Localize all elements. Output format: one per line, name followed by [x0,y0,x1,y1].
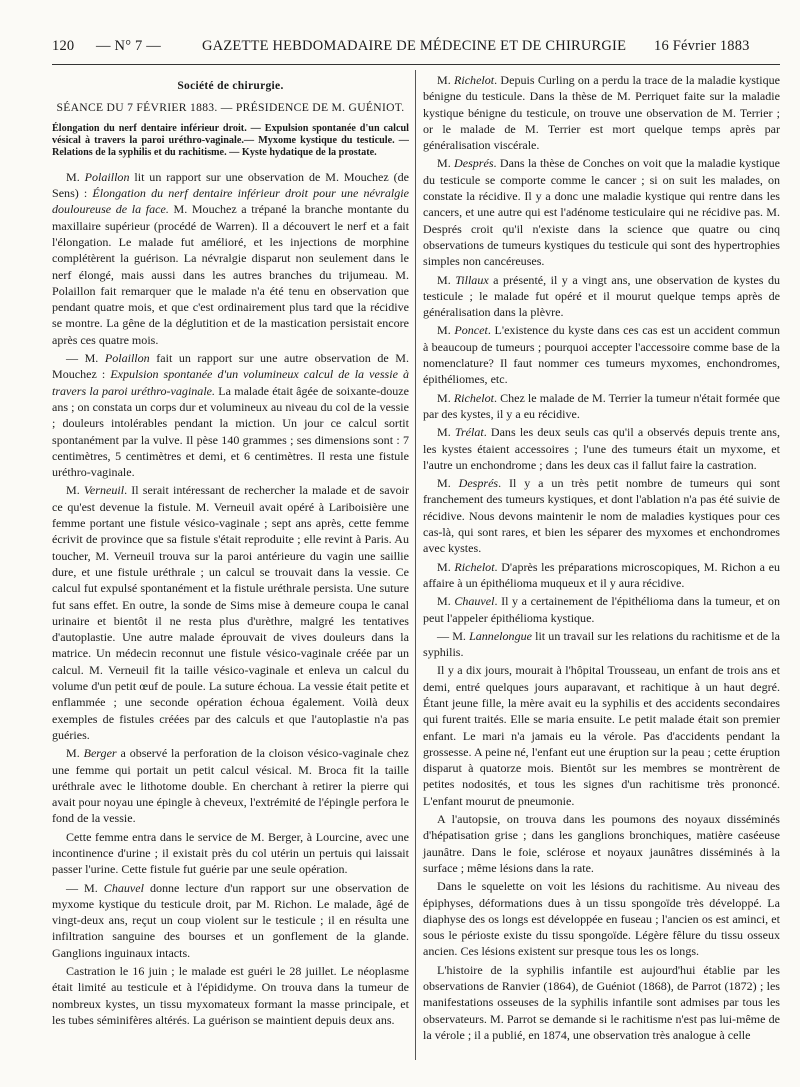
speaker-name: Tillaux [455,272,489,287]
paragraph: M. Poncet. L'existence du kyste dans ces cas est un accident commun à beaucoup de tumeurs ; pourquoi accepter l'accessoire comme base de la nomenclature? Il faut nommer ces tumeurs myxomes, enchondromes, épithéliomes, etc. [423,323,780,387]
seance-heading: SÉANCE DU 7 FÉVRIER 1883. — PRÉSIDENCE DE M. GUÉNIOT. [56,101,405,115]
paragraph: M. Polaillon lit un rapport sur une observation de M. Mouchez (de Sens) : Élongation du nerf dentaire inférieur droit pour une névralgie douloureuse de la face. M. Mouchez a trépané la branche montante du maxillaire supérieur (procédé de Warren). Il a découvert le nerf et a fait l'élongation. Le malade fut amélioré, et les injections de morphine complétèrent la guérison. La névralgie disparut non seulement dans le nerf élongé, mais aussi dans les autres branches du trijumeau. M. Polaillon fait remarquer que le malade n'a été tenu en observation que pendant quatre mois, et que c'est ordinairement plus tard que la récidive se montre. La gêne de la déglutition et de la mastication persistait encore après ces quatre mois. [52,169,409,347]
issue-date: 16 Février 1883 [654,38,750,54]
paragraph: Dans le squelette on voit les lésions du rachitisme. Au niveau des épiphyses, déformations dues à un tissu spongoïde très développé. La diaphyse des os longs est développée en fuseau ; l'ancien os est aminci, et sous le périoste existe du tissu spongoïde. Légère fêlure du tissu osseux ancien. Ces lésions existent sur presque tous les os longs. [423,879,780,959]
speaker-name: Poncet [454,323,488,338]
speaker-name: Verneuil [83,483,125,498]
paragraph: M. Verneuil. Il serait intéressant de rechercher la malade et de savoir ce qu'est devenue la fistule. M. Verneuil avait opéré à Lariboisière une femme portant une fistule vésico-vaginale ; sept ans après, cette femme écrivit de province que sa fistule s'était reproduite ; elle revint à Paris. Au toucher, M. Verneuil trouva sur la paroi antérieure du vagin une saillie dure, et une fistule uréthrale ; un calcul se trouvait dans la vessie. Ce calcul fut expulsé spontanément et la fistule uréthrale persista. Une suture fut sans effet. En outre, la sonde de Sims mise à demeure coupa le canal urinaire et bientôt il ne resta plus d'urèthre, malgré les tentatives d'autoplastie. Une autre malade éprouvait de vives douleurs dans la matrice. Un médecin reconnut une fistule vésico-vaginale créée par un calcul. M. Verneuil fit la taille vésico-vaginale et enleva un calcul du volume d'un petit œuf de poule. La suture échoua. La vessie était petite et enflammée ; une seconde opération échoua également. Voilà deux exemples de fistules créées par des calculs et que l'autoplastie n'a pas guéries. [52,483,409,742]
left-column [52,72,409,1030]
speaker-name: Polaillon [84,169,130,184]
paragraph: M. Berger a observé la perforation de la cloison vésico-vaginale chez une femme qui portait un petit calcul vésical. M. Broca fit la taille uréthrale avec le lithotome double. En cherchant à retirer la pierre qui avait pour noyau une épingle à cheveux, l'extrémité de l'épingle perfora le fond de la vessie. [52,746,409,826]
paragraph: Il y a dix jours, mourait à l'hôpital Trousseau, un enfant de trois ans et demi, entré quelques jours auparavant, et rachitique à un haut degré. Étant jeune fille, la mère avait eu la syphilis et des accidents secondaires qui furent traités. Elle se maria ensuite. Le petit malade était son premier enfant. Le mari n'a jamais eu la vérole. Pas d'accidents pendant la grossesse. A peine né, l'enfant eut une éruption sur la peau ; cette éruption disparut à quatorze mois. Bientôt sur les membres se montrèrent de petites nodosités, et tous les signes d'un rachitisme très prononcé. L'enfant mourut de pneumonie. [423,663,780,808]
page-number: 120 [52,38,75,54]
running-header [52,38,780,58]
speaker-name: Trélat [454,425,484,440]
paragraph: M. Tillaux a présenté, il y a vingt ans, une observation de kystes du testicule ; le malade fut opéré et il mourut quelque temps après de généralisation dans la plèvre. [423,272,780,320]
paragraph: — M. Polaillon fait un rapport sur une autre observation de M. Mouchez : Expulsion spontanée d'un volumineux calcul de la vessie à travers la paroi uréthro-vaginale. La malade était âgée de soixante-douze ans ; on constata un corps dur et volumineux au niveau du col de la vessie ; douleurs intolérables pendant la miction. Un jour ce calcul sortit spontanément par la vulve. Il pèse 140 grammes ; ses dimensions sont : 7 centimètres, 5 centimètres et demi, et 6 centimètres. Il resta une fistule uréthro-vaginale. [52,351,409,480]
speaker-name: Després [458,476,499,491]
paragraph: M. Richelot. Depuis Curling on a perdu la trace de la maladie kystique bénigne du testicule. Dans la thèse de M. Perriquet faite sur la maladie kystique bénigne du testicule, on trouve une observation de M. Terrier ; or le malade de M. Terrier est mort quelque temps après par généralisation viscérale. [423,73,780,153]
speaker-name: Richelot [453,390,494,405]
paragraph: — M. Lannelongue lit un travail sur les relations du rachitisme et de la syphilis. [423,628,780,660]
header-rule [52,64,780,65]
paragraph: Castration le 16 juin ; le malade est guéri le 28 juillet. Le néoplasme était limité au testicule et à l'épididyme. On trouva dans la tumeur de nombreux kystes, un tissu myxomateux formant la masse principale, et les tubes séminifères altérés. La guérison se maintient depuis deux ans. [52,964,409,1027]
journal-title: GAZETTE HEBDOMADAIRE DE MÉDECINE ET DE CHIRURGIE [202,38,627,54]
session-summary: Élongation du nerf dentaire inférieur droit. — Expulsion spontanée d'un calcul vésical à travers la paroi uréthro-vaginale.— Myxome kystique du testicule. — Relations de la syphilis et du rachitisme. — Kyste hydatique de la prostate. [52,122,409,159]
case-title: Expulsion spontanée d'un volumineux calcul de la vessie à travers la paroi uréthro-vaginale. [52,367,409,398]
paragraph: M. Trélat. Dans les deux seuls cas qu'il a observés depuis trente ans, les kystes étaient accessoires ; l'une des tumeurs était un myxome, et l'autre un enchondrome ; dans les deux cas il fallut faire la castration. [423,425,780,472]
paragraph: M. Després. Dans la thèse de Conches on voit que la maladie kystique du testicule se comporte comme le cancer ; si on suit les malades, on constate la récidive. Il y a donc une maladie kystique qui rentre dans les cancers, et une autre qui est l'adénome testiculaire qui ne récidive pas. M. Després croit qu'il n'existe dans la science que quatre ou cinq observations de tumeurs kystiques du testicule qui sont des hypertrophies simples non cancéreuses. [423,156,780,269]
speaker-name: Berger [83,746,117,761]
speaker-name: Richelot [454,73,495,87]
speaker-name: Richelot [454,559,495,574]
right-column [423,72,780,1045]
speaker-name: Lannelongue [469,628,532,643]
paragraph: M. Richelot. Chez le malade de M. Terrier la tumeur n'était formée que par des kystes, il y a eu récidive. [423,390,780,421]
speaker-name: Chauvel [454,594,495,609]
speaker-name: Chauvel [103,880,144,895]
paragraph: M. Després. Il y a un très petit nombre de tumeurs qui sont franchement des tumeurs kystiques, et dont l'ablation n'a pas été suivie de récidive. Nous devons maintenir le nom de maladies kystiques pour ces cas-là, qui sont rares, et bien les séparer des myxomes et enchondromes avec kystes. [423,476,780,556]
paragraph: L'histoire de la syphilis infantile est aujourd'hui établie par les observations de Ranvier (1864), de Guéniot (1868), de Parrot (1872) ; les manifestations osseuses de la syphilis infantile sont admises par tous les observateurs. M. Parrot se demande si le rachitisme n'est pas lui-même de la vérole ; il a publié, en 1874, une observation très analogue à celle [423,962,780,1042]
paragraph: Cette femme entra dans le service de M. Berger, à Lourcine, avec une incontinence d'urine ; il existait près du col utérin un pertuis qui laissait passer l'urine. Cette fistule fut guérie par une seule opération. [52,829,409,877]
case-title: Élongation du nerf dentaire inférieur droit pour une névralgie douloureuse de la face. [52,186,409,217]
paragraph: — M. Chauvel donne lecture d'un rapport sur une observation de myxome kystique du testicule droit, par M. Richon. Le malade, âgé de vingt-deux ans, reçut un coup violent sur le testicule ; il en résulta une infiltration sanguine des bourses et un gonflement de la glande. Ganglions inguinaux intacts. [52,880,409,960]
speaker-name: Després [454,156,494,171]
speaker-name: Polaillon [104,351,150,366]
paragraph: A l'autopsie, on trouva dans les poumons des noyaux disséminés d'hépatisation grise ; dans les ganglions bronchiques, matière caséeuse jaunâtre. Dans le foie, sclérose et noyaux jaunâtres disséminés à la surface ; même lésions dans la rate. [423,812,780,875]
paragraph: M. Richelot. D'après les préparations microscopiques, M. Richon a eu affaire à un épithélioma muqueux et il y aura récidive. [423,559,780,590]
column-divider [415,70,416,1060]
paragraph: M. Chauvel. Il y a certainement de l'épithélioma dans la tumeur, et on peut l'appeler épithélioma kystique. [423,594,780,625]
issue-number: — N° 7 — [96,38,161,54]
section-title: Société de chirurgie. [177,80,284,92]
